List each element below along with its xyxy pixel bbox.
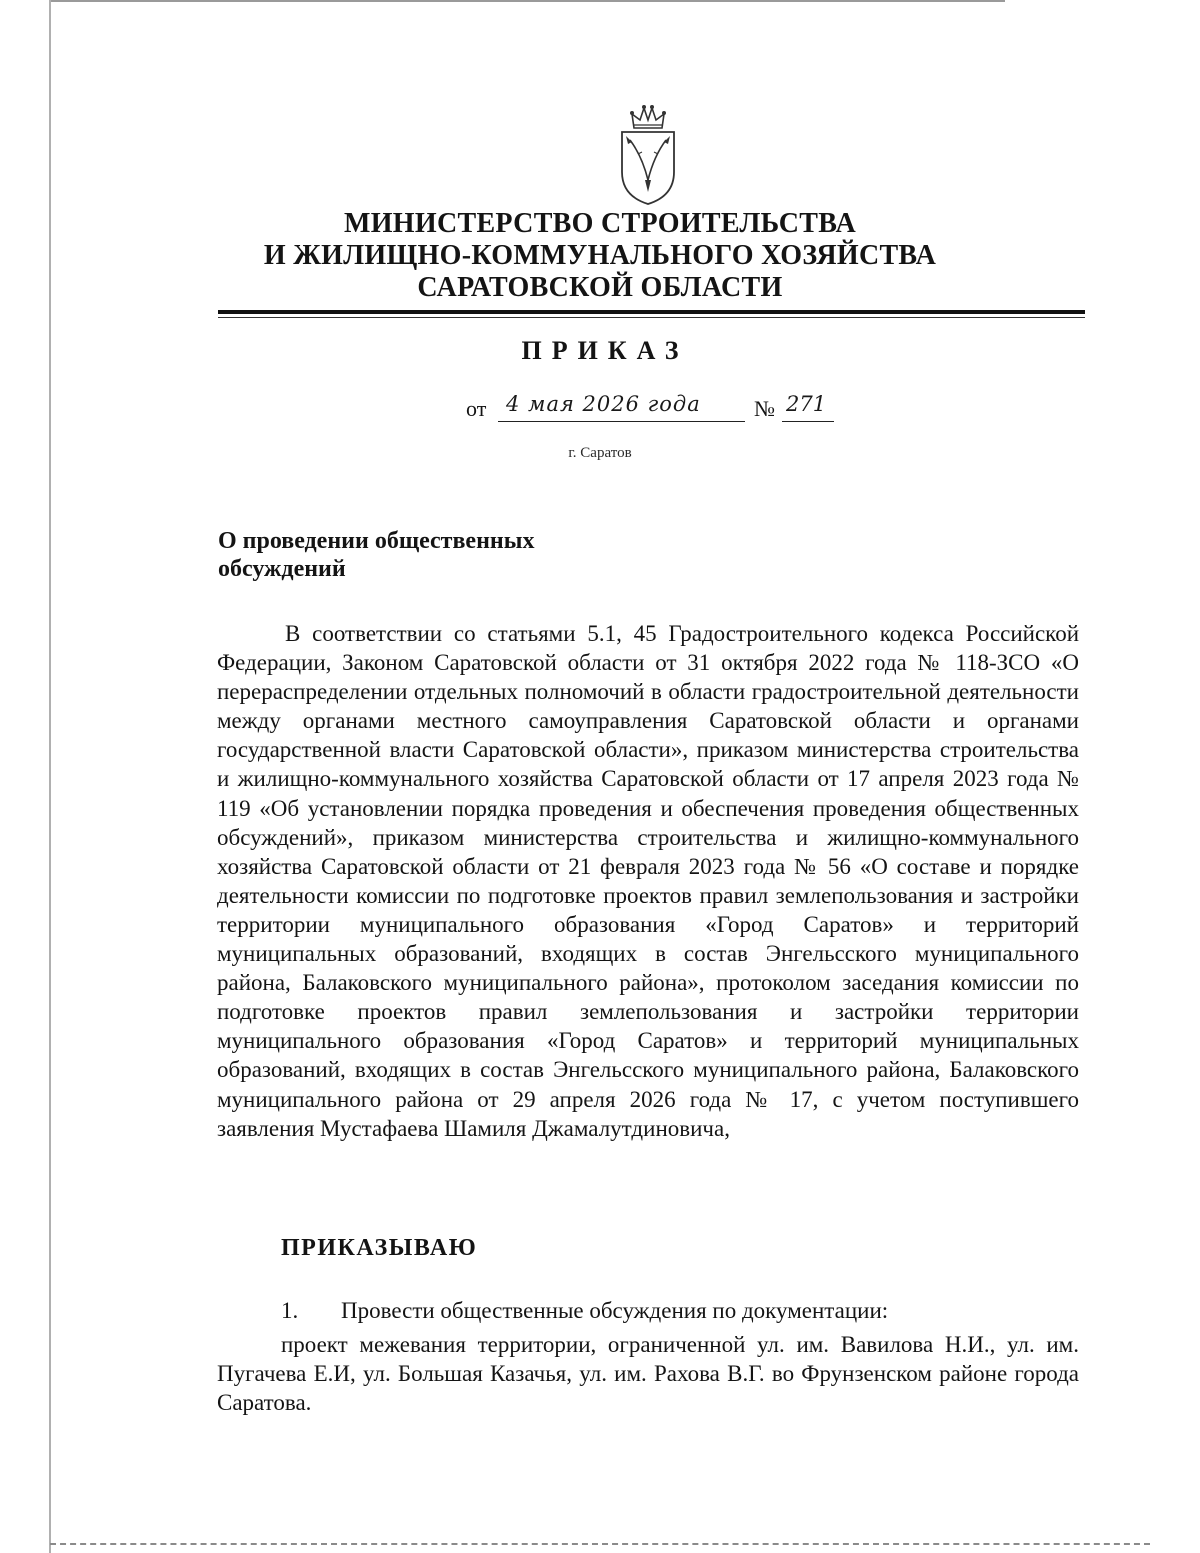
date-prefix: от	[466, 396, 487, 421]
ministry-line: САРАТОВСКОЙ ОБЛАСТИ	[417, 272, 783, 303]
order-subject	[218, 527, 534, 583]
number-prefix: №	[754, 396, 775, 421]
scan-edge-top	[50, 0, 1005, 2]
document-title: ПРИКАЗ	[521, 336, 689, 365]
scan-edge-bottom	[50, 1543, 1150, 1545]
handwritten-number: 271	[786, 392, 827, 416]
city-label: г. Саратов	[568, 445, 632, 461]
item-heading-text: Провести общественные обсуждения по документации:	[341, 1298, 889, 1323]
saratov-coat-of-arms-icon	[612, 100, 684, 210]
subject-line: О проведении общественных	[218, 528, 535, 554]
date-underline	[498, 421, 745, 422]
decree-heading: ПРИКАЗЫВАЮ	[281, 1235, 478, 1261]
item-1-heading	[281, 1298, 888, 1324]
ministry-line: МИНИСТЕРСТВО СТРОИТЕЛЬСТВА	[343, 208, 857, 239]
ministry-name	[0, 208, 1200, 304]
order-dateline	[462, 390, 842, 430]
handwritten-date: 4 мая 2026 года	[506, 392, 701, 416]
ministry-line: И ЖИЛИЩНО-КОММУНАЛЬНОГО ХОЗЯЙСТВА	[263, 240, 937, 271]
item-1-text: проект межевания территории, ограниченной ул. им. Вавилова Н.И., ул. им. Пугачева Е.И, ул. Большая Казачья, ул. им. Рахова В.Г. во Фрунзенском районе города Саратова.	[217, 1332, 1079, 1416]
header-rule-thick	[218, 310, 1085, 314]
number-underline	[782, 421, 834, 422]
item-number: 1.	[281, 1298, 299, 1323]
preamble-paragraph: В соответствии со статьями 5.1, 45 Градостроительного кодекса Российской Федерации, Законом Саратовской области от 31 октября 2022 года № 118-ЗСО «О перераспределении отдельных полномочий в области градостроительной деятельности между органами местного самоуправления Саратовской области и органами государственной власти Саратовской области», приказом министерства строительства и жилищно-коммунального хозяйства Саратовской области от 17 апреля 2023 года № 119 «Об установлении порядка проведения и обеспечения проведения общественных обсуждений», приказом министерства строительства и жилищно-коммунального хозяйства Саратовской области от 21 февраля 2023 года № 56 «О составе и порядке деятельности комиссии по подготовке проектов правил землепользования и застройки территории муниципального образования «Город Саратов» и территорий муниципальных образований, входящих в состав Энгельсского муниципального района, Балаковского муниципального района», протоколом заседания комиссии по подготовке проектов правил землепользования и застройки территории муниципального образования «Город Саратов» и территорий муниципальных образований, входящих в состав Энгельсского муниципального района, Балаковского муниципального района от 29 апреля 2026 года № 17, с учетом поступившего заявления Мустафаева Шамиля Джамалутдиновича,	[217, 621, 1079, 1141]
header-rule-thin	[218, 317, 1085, 318]
subject-line: обсуждений	[218, 556, 346, 582]
